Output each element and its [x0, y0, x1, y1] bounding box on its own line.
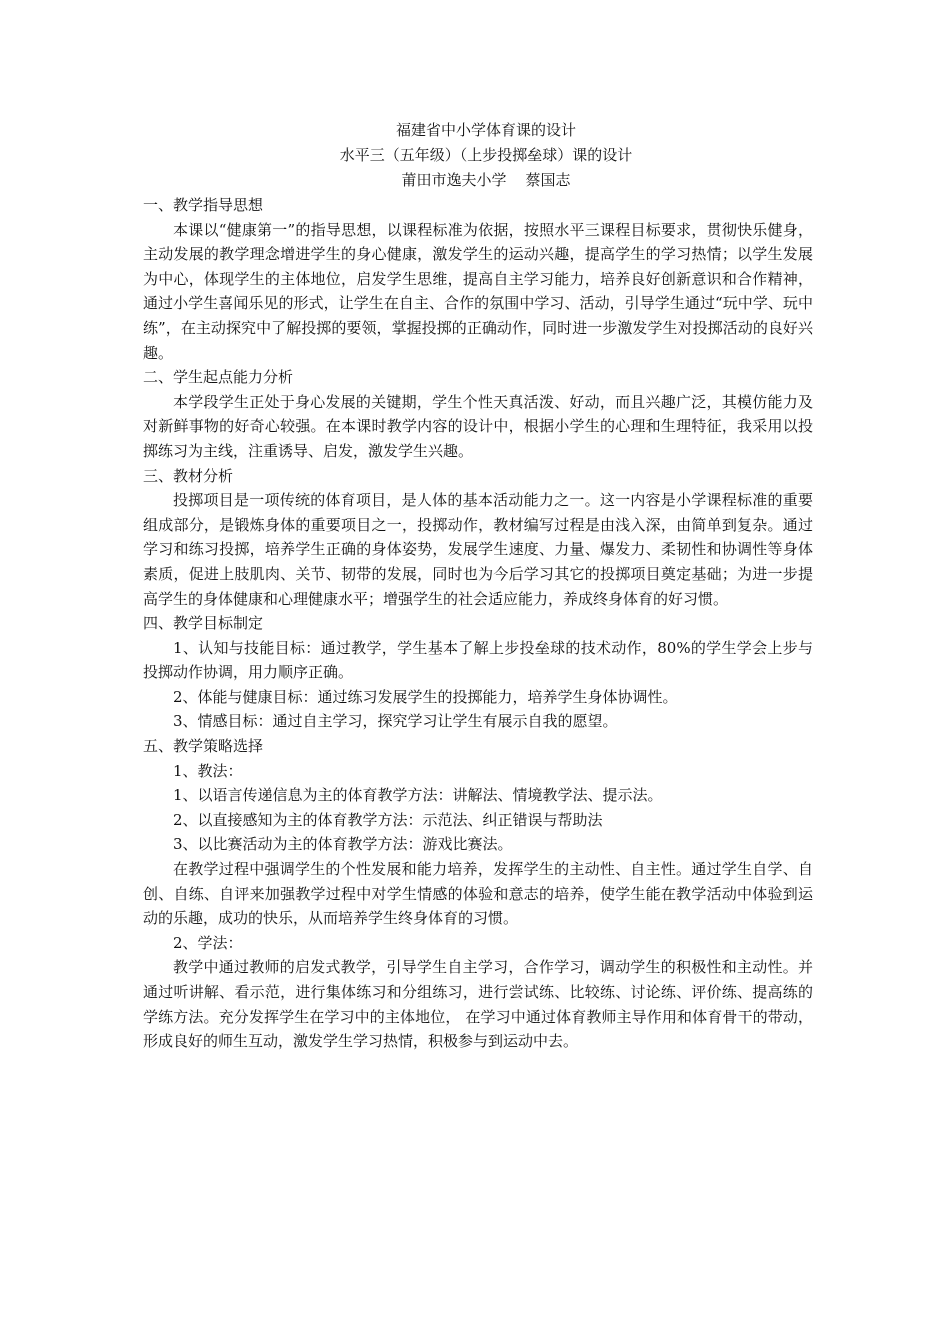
- goal-emotion: 3、情感目标：通过自主学习，探究学习让学生有展示自我的愿望。: [173, 712, 618, 731]
- document-author-line: 莆田市逸夫小学 蔡国志: [401, 171, 571, 189]
- document-body: [143, 118, 813, 1054]
- section-heading-teaching-goals: 四、教学目标制定: [143, 614, 264, 633]
- section-paragraph-guiding-thought: 本课以“健康第一”的指导思想，以课程标准为依据，按照水平三课程目标要求，贯彻快乐健身，主动发展的教学理念增进学生的身心健康，激发学生的运动兴趣，提高学生的学习热情；以学生发展为中心，体现学生的主体地位，启发学生思维，提高自主学习能力，培养良好创新意识和合作精神，通过小学生喜闻乐见的形式，让学生在自主、合作的氛围中学习、活动，引导学生通过“玩中学、玩中练”，在主动探究中了解投掷的要领，掌握投掷的正确动作，同时进一步激发学生对投掷活动的良好兴趣。: [143, 220, 813, 362]
- section-heading-guiding-thought: 一、教学指导思想: [143, 196, 264, 214]
- section-paragraph-material-analysis: 投掷项目是一项传统的体育项目，是人体的基本活动能力之一。这一内容是小学课程标准的重要组成部分，是锻炼身体的重要项目之一，投掷动作，教材编写过程是由浅入深，由简单到复杂。通过学习和练习投掷，培养学生正确的身体姿势，发展学生速度、力量、爆发力、柔韧性和协调性等身体素质，促进上肢肌肉、关节、韧带的发展，同时也为今后学习其它的投掷项目奠定基础；为进一步提高学生的身体健康和心理健康水平；增强学生的社会适应能力，养成终身体育的好习惯。: [143, 491, 813, 608]
- document-title: 福建省中小学体育课的设计: [395, 121, 576, 139]
- teaching-method-perception: 2、以直接感知为主的体育教学方法：示范法、纠正错误与帮助法: [173, 810, 603, 829]
- goal-fitness-health: 2、体能与健康目标：通过练习发展学生的投掷能力，培养学生身体协调性。: [173, 687, 678, 706]
- study-method-heading: 2、学法：: [173, 933, 243, 952]
- section-paragraph-student-analysis: 本学段学生正处于身心发展的关键期，学生个性天真活泼、好动，而且兴趣广泛，其模仿能力及对新鲜事物的好奇心较强。在本课时教学内容的设计中，根据小学生的心理和生理特征，我采用以投掷练习为主线，注重诱导、启发，激发学生兴趣。: [143, 392, 813, 460]
- study-method-paragraph: 教学中通过教师的启发式教学，引导学生自主学习，合作学习，调动学生的积极性和主动性。并通过听讲解、看示范，进行集体练习和分组练习，进行尝试练、比较练、讨论练、评价练、提高练的学练方法。充分发挥学生在学习中的主体地位， 在学习中通过体育教师主导作用和体育骨干的带动，形成良好的师生互动，激发学生学习热情，积极参与到运动中去。: [143, 958, 813, 1051]
- teaching-method-heading: 1、教法：: [173, 761, 243, 780]
- teaching-method-language: 1、以语言传递信息为主的体育教学方法：讲解法、情境教学法、提示法。: [173, 786, 663, 805]
- section-heading-material-analysis: 三、教材分析: [143, 466, 234, 485]
- teaching-method-paragraph: 在教学过程中强调学生的个性发展和能力培养，发挥学生的主动性、自主性。通过学生自学、自创、自练、自评来加强教学过程中对学生情感的体验和意志的培养，使学生能在教学活动中体验到运动的乐趣，成功的快乐，从而培养学生终身体育的习惯。: [143, 860, 813, 928]
- document-subtitle: 水平三（五年级）（上步投掷垒球）课的设计: [339, 146, 633, 164]
- section-heading-student-analysis: 二、学生起点能力分析: [143, 368, 294, 387]
- goal-cognition-skill: 1、认知与技能目标：通过教学，学生基本了解上步投垒球的技术动作，80%的学生学会上步与投掷动作协调，用力顺序正确。: [143, 638, 813, 682]
- section-heading-teaching-strategy: 五、教学策略选择: [143, 737, 264, 756]
- teaching-method-competition: 3、以比赛活动为主的体育教学方法：游戏比赛法。: [173, 835, 513, 854]
